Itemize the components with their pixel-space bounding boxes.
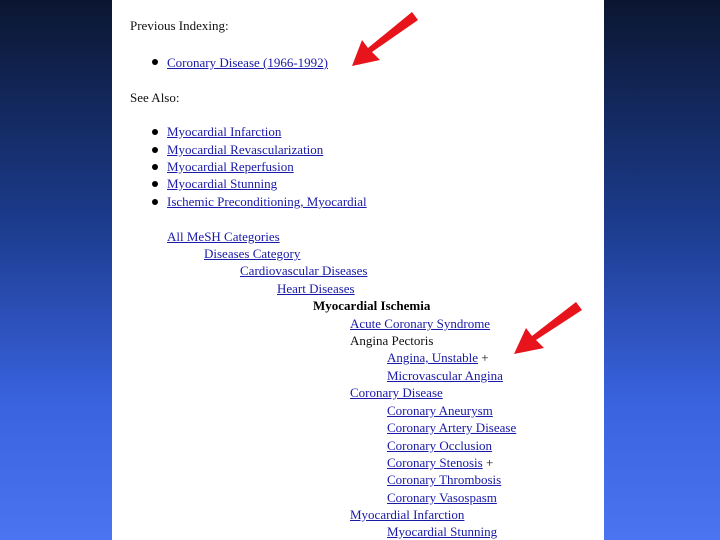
expand-plus[interactable]: + [485,455,494,470]
tree-angina-unstable[interactable]: Angina, Unstable [387,350,478,365]
tree-myocardial-infarction[interactable]: Myocardial Infarction [350,507,465,522]
bullet-icon [152,164,158,170]
bullet-icon [152,59,158,65]
tree-angina-pectoris: Angina Pectoris [350,333,434,348]
previous-indexing-heading: Previous Indexing: [130,18,229,33]
expand-plus[interactable]: + [481,350,489,365]
tree-diseases-category[interactable]: Diseases Category [204,246,301,261]
see-also-heading: See Also: [130,90,180,105]
see-also-myocardial-revascularization[interactable]: Myocardial Revascularization [167,142,324,157]
tree-coronary-stenosis[interactable]: Coronary Stenosis [387,455,483,470]
tree-heart-diseases[interactable]: Heart Diseases [277,281,355,296]
bullet-icon [152,181,158,187]
bullet-icon [152,199,158,205]
see-also-myocardial-stunning[interactable]: Myocardial Stunning [167,176,278,191]
see-also-myocardial-infarction[interactable]: Myocardial Infarction [167,124,282,139]
arrow-icon [512,300,584,356]
tree-row-coronary-stenosis [387,455,493,470]
tree-all-mesh-categories[interactable]: All MeSH Categories [167,229,280,244]
tree-current-term: Myocardial Ischemia [313,298,431,313]
bullet-icon [152,147,158,153]
tree-acute-coronary-syndrome[interactable]: Acute Coronary Syndrome [350,316,491,331]
tree-myocardial-stunning[interactable]: Myocardial Stunning [387,524,498,539]
see-also-ischemic-preconditioning[interactable]: Ischemic Preconditioning, Myocardial [167,194,367,209]
tree-microvascular-angina[interactable]: Microvascular Angina [387,368,503,383]
tree-coronary-disease[interactable]: Coronary Disease [350,385,443,400]
previous-indexing-link[interactable]: Coronary Disease (1966-1992) [167,55,329,70]
tree-coronary-vasospasm[interactable]: Coronary Vasospasm [387,490,497,505]
arrow-icon [350,10,420,70]
tree-coronary-occlusion[interactable]: Coronary Occlusion [387,438,493,453]
tree-coronary-aneurysm[interactable]: Coronary Aneurysm [387,403,493,418]
tree-coronary-artery-disease[interactable]: Coronary Artery Disease [387,420,517,435]
bullet-icon [152,129,158,135]
mesh-record-page [112,0,604,540]
tree-row-angina-unstable [387,350,489,365]
see-also-myocardial-reperfusion[interactable]: Myocardial Reperfusion [167,159,294,174]
tree-cardiovascular-diseases[interactable]: Cardiovascular Diseases [240,263,368,278]
tree-coronary-thrombosis[interactable]: Coronary Thrombosis [387,472,502,487]
